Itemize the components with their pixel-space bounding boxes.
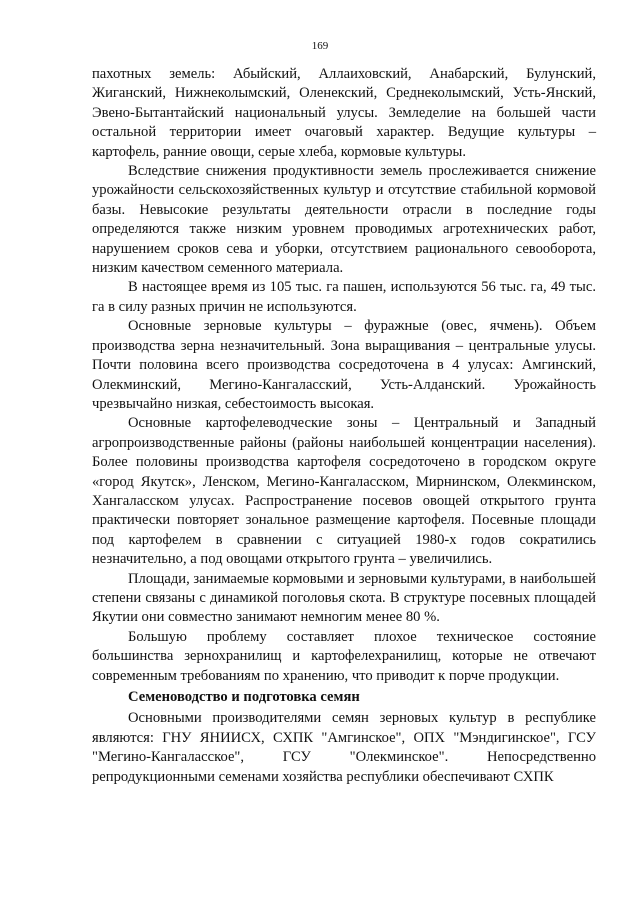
paragraph-2: Вследствие снижения продуктивности земель прослеживается снижение урожайности сельскохозяйственных культур и отсутствие стабильной кормовой базы. Невысокие результаты деятельности отрасли в последние годы определяются также низким уровнем проводимых агротехнических работ, нарушением сроков сева и уборки, отсутствием рационального севооборота, низким качеством семенного материала. (92, 163, 596, 277)
paragraph-4: Основные зерновые культуры – фуражные (овес, ячмень). Объем производства зерна незначительный. Зона выращивания – центральные улусы. Почти половина всего производства сосредоточена в 4 улусах: Амгинский, Олекминский, Мегино-Кангаласский, Усть-Алданский. Урожайность чрезвычайно низкая, себестоимость высокая. (92, 318, 596, 412)
section-heading: Семеноводство и подготовка семян (128, 689, 360, 705)
paragraph-6: Площади, занимаемые кормовыми и зерновыми культурами, в наибольшей степени связаны с динамикой поголовья скота. В структуре посевных площадей Якутии они совместно занимают немногим менее 80 %. (92, 570, 596, 626)
paragraph-3: В настоящее время из 105 тыс. га пашен, используются 56 тыс. га, 49 тыс. га в силу разных причин не используются. (92, 279, 596, 315)
paragraph-5: Основные картофелеводческие зоны – Центральный и Западный агропроизводственные районы (районы наибольшей концентрации населения). Более половины производства картофеля сосредоточено в городском округе «город Якутск», Ленском, Мегино-Кангаласском, Мирнинском, Олекминском, Хангаласском улусах. Распространение посевов овощей открытого грунта практически повторяет зональное размещение картофеля. Посевные площади под картофелем в сравнении с ситуацией 1980-х годов сократились незначительно, а под овощами открытого грунта – увеличились. (92, 415, 596, 568)
page-number: 169 (311, 40, 329, 52)
section-paragraph: Основными производителями семян зерновых культур в республике являются: ГНУ ЯНИИСХ, СХПК "Амгинское", ОПХ "Мэндигинское", ГСУ "Мегино-Кангаласское", ГСУ "Олекминское". Непосредственно репродукционными семенами хозяйства республики обеспечивают СХПК (92, 710, 596, 785)
body-text (92, 65, 596, 787)
paragraph-1: пахотных земель: Абыйский, Аллаиховский, Анабарский, Булунский, Жиганский, Нижнеколымский, Оленекский, Среднеколымский, Усть-Янский, Эвено-Бытантайский национальный улусы. Земледелие на большей части остальной территории имеет очаговый характер. Ведущие культуры – картофель, ранние овощи, серые хлеба, кормовые культуры. (92, 66, 596, 160)
paragraph-7: Большую проблему составляет плохое техническое состояние большинства зернохранилищ и картофелехранилищ, которые не отвечают современным требованиям по хранению, что приводит к порче продукции. (92, 628, 596, 684)
